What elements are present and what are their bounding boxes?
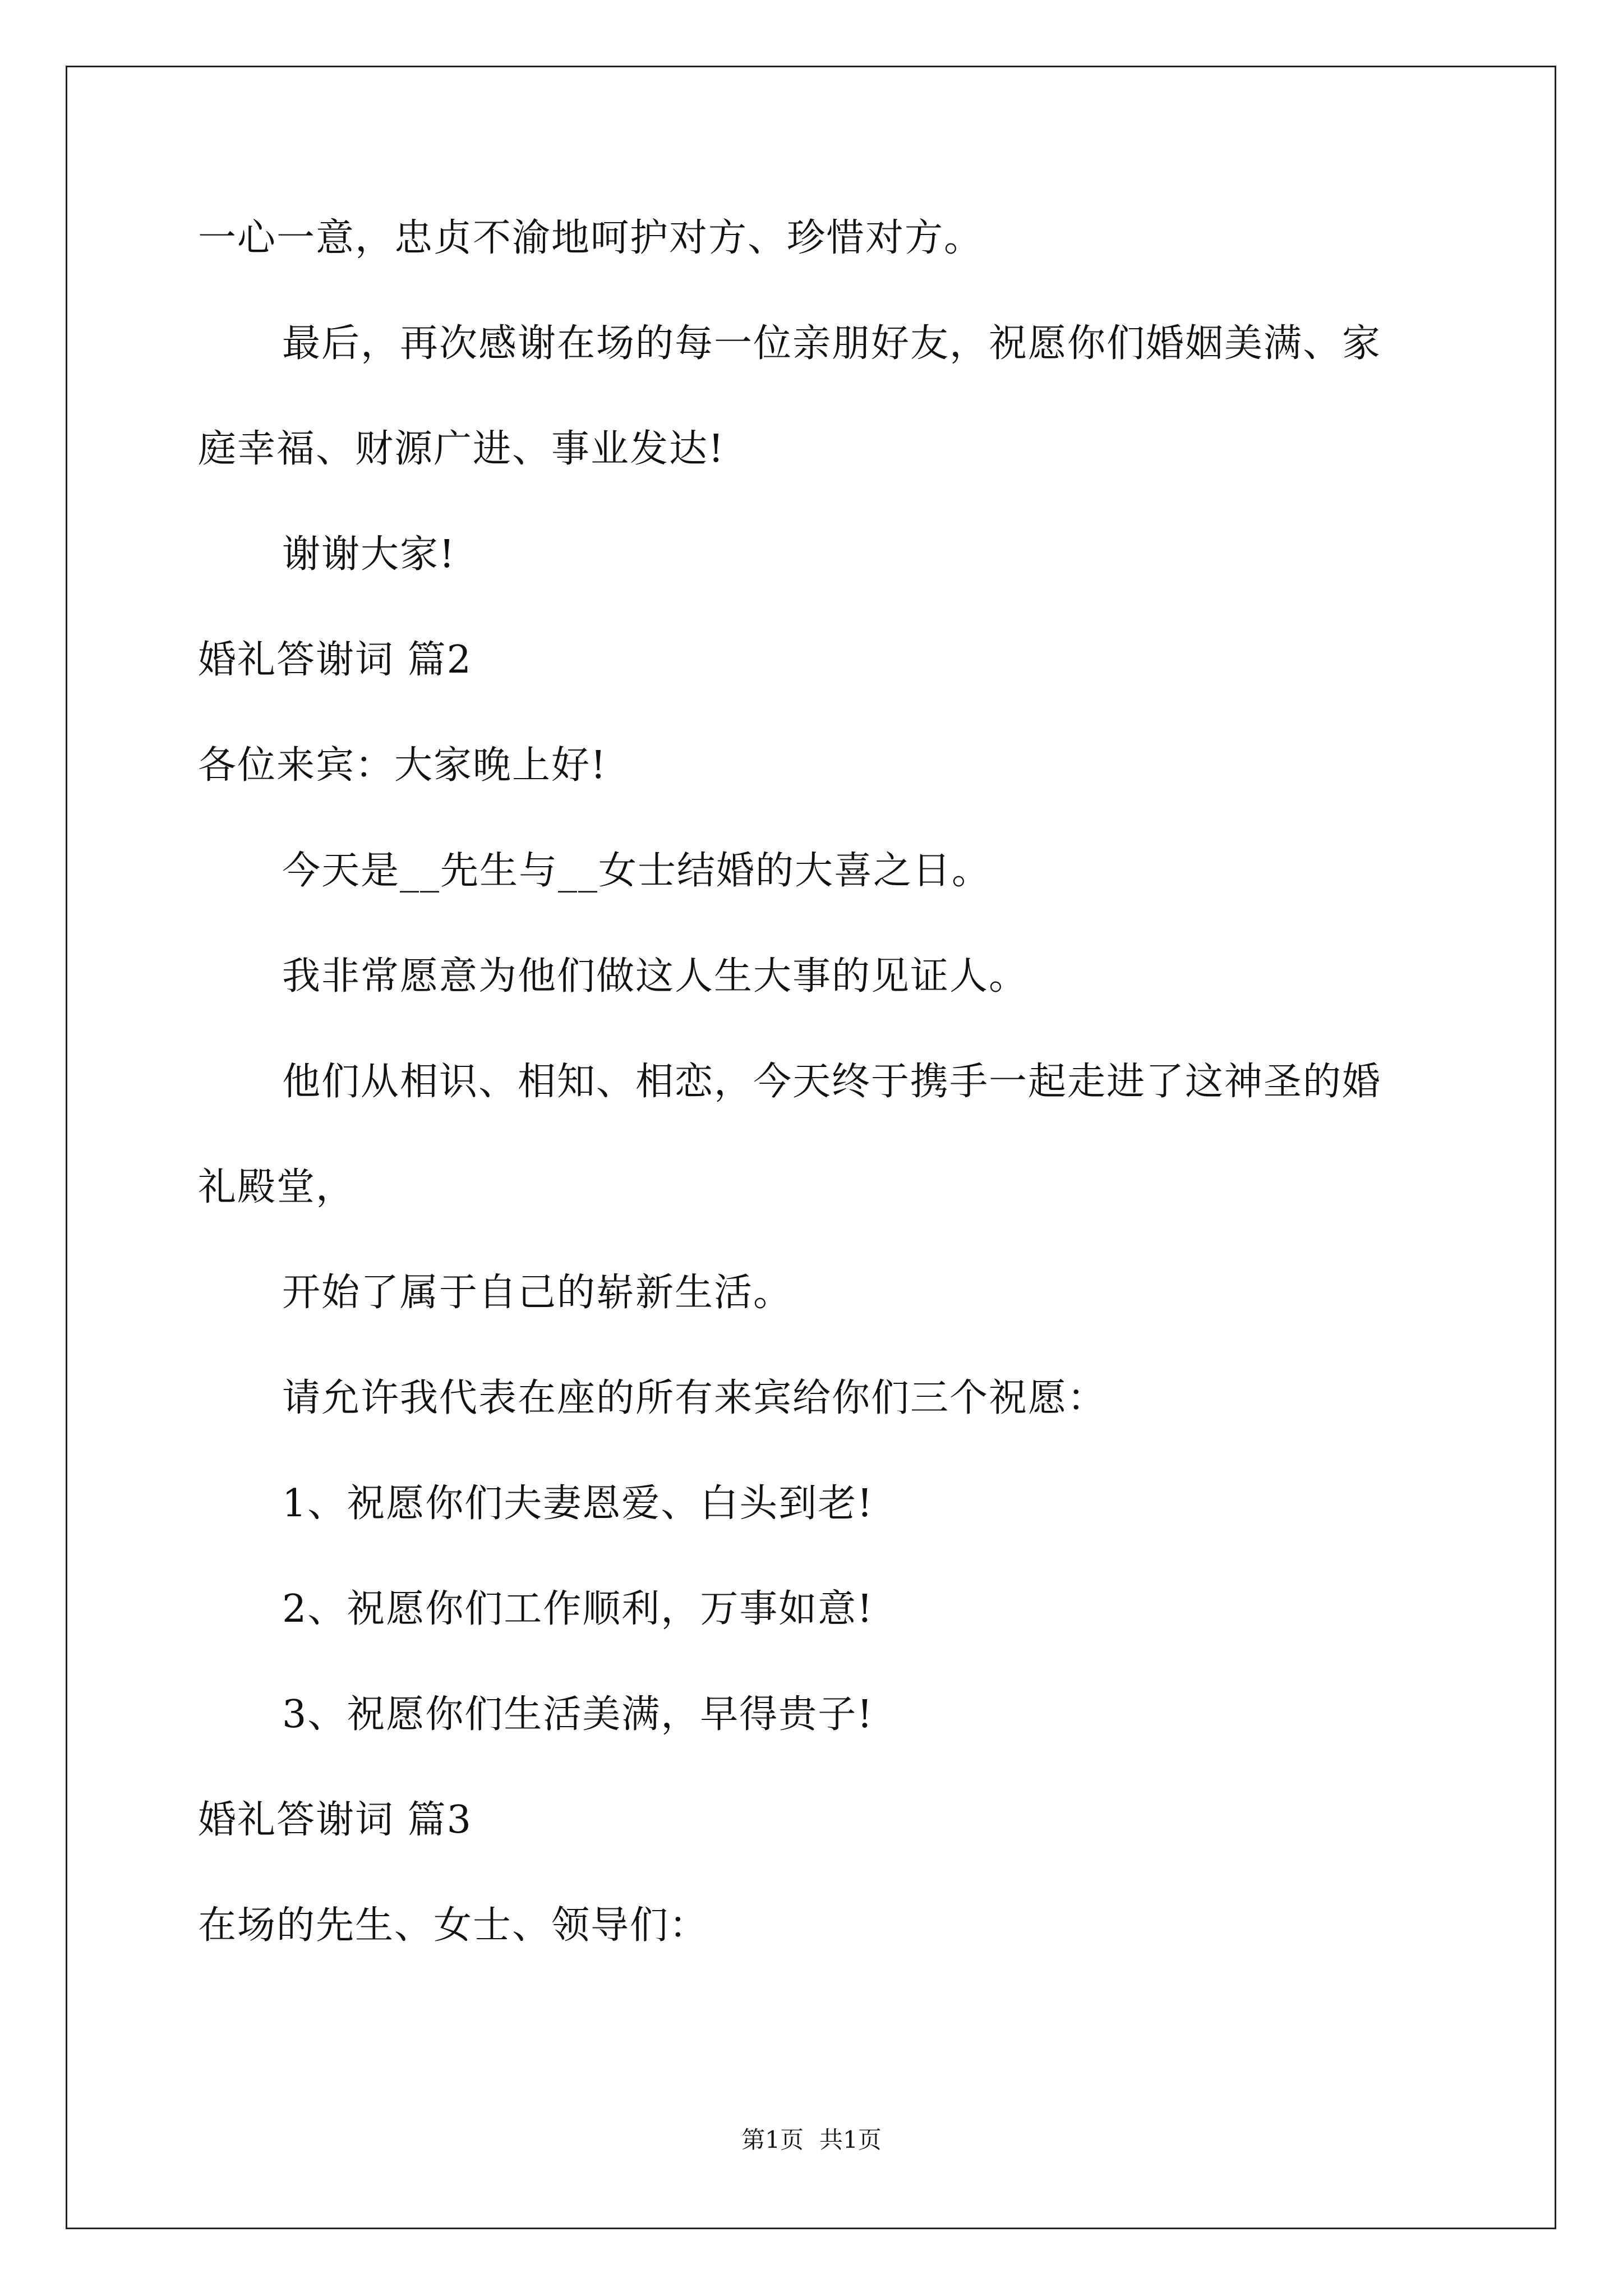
list-item: 1、祝愿你们夫妻恩爱、白头到老!	[282, 1481, 874, 1526]
page-number-total: 共1页	[819, 2126, 882, 2154]
paragraph-line: 庭幸福、财源广进、事业发达!	[198, 427, 725, 471]
paragraph-line: 开始了属于自己的崭新生活。	[282, 1271, 793, 1315]
paragraph-line: 今天是__先生与__女士结婚的大喜之日。	[282, 849, 992, 893]
paragraph-line: 他们从相识、相知、相恋，今天终于携手一起走进了这神圣的婚	[282, 1060, 1382, 1104]
list-item: 2、祝愿你们工作顺利，万事如意!	[282, 1587, 874, 1631]
paragraph-line: 谢谢大家!	[282, 532, 456, 577]
section-heading: 婚礼答谢词 篇3	[198, 1798, 472, 1842]
paragraph-line: 我非常愿意为他们做这人生大事的见证人。	[282, 954, 1029, 999]
paragraph-line: 礼殿堂，	[198, 1165, 356, 1209]
section-heading: 婚礼答谢词 篇2	[198, 638, 472, 682]
paragraph-line: 最后，再次感谢在场的每一位亲朋好友，祝愿你们婚姻美满、家	[282, 321, 1382, 366]
salutation: 在场的先生、女士、领导们：	[198, 1903, 709, 1948]
paragraph-line: 一心一意，忠贞不渝地呵护对方、珍惜对方。	[198, 216, 984, 260]
page-number-current: 第1页	[741, 2126, 804, 2154]
page-footer	[0, 2126, 1623, 2154]
paragraph-line: 请允许我代表在座的所有来宾给你们三个祝愿：	[282, 1376, 1107, 1420]
list-item: 3、祝愿你们生活美满，早得贵子!	[282, 1692, 874, 1737]
salutation: 各位来宾：大家晚上好!	[198, 743, 607, 788]
